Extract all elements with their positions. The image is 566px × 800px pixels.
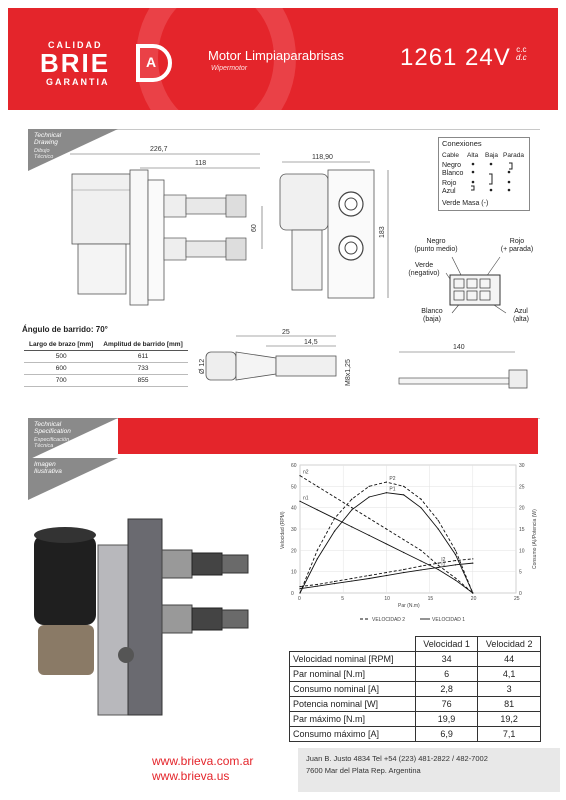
dim-height: 183 <box>379 226 386 238</box>
tag-line-2: Dibujo Técnico <box>34 148 54 160</box>
chart-data-point <box>455 580 456 581</box>
dim-width: 118,90 <box>312 154 333 161</box>
product-subtitle: Wipermotor <box>211 65 248 72</box>
sweep-angle-title: Ángulo de barrido: 70° <box>22 325 108 334</box>
dim-total-length: 226,7 <box>150 146 168 153</box>
table-row: Consumo nominal [A] 2,8 3 <box>290 682 541 697</box>
chart-y2-tick-label: 0 <box>519 591 522 597</box>
chart-data-point <box>420 569 421 570</box>
motor-side-view-drawing <box>60 140 280 315</box>
chart-data-point <box>351 509 352 510</box>
chart-data-point <box>438 563 439 564</box>
chart-data-point <box>351 499 352 500</box>
website-link-us[interactable]: www.brieva.us <box>152 769 230 783</box>
connections-col-alta: Alta <box>467 152 479 159</box>
tag-line-2: Especificación Técnica <box>34 437 70 449</box>
chart-y2-tick-label: 5 <box>519 569 522 576</box>
chart-y-tick-label: 10 <box>291 569 297 576</box>
chart-data-point <box>299 475 300 476</box>
logo-wordmark: BRIE <box>40 48 111 78</box>
chart-data-point <box>455 554 456 555</box>
chart-y-tick-label: 50 <box>291 484 297 491</box>
chart-x-tick-label: 10 <box>384 596 390 602</box>
chart-data-point <box>403 539 404 540</box>
chart-data-point <box>438 569 439 570</box>
chart-series-label: I2 <box>441 557 446 564</box>
chart-data-point <box>438 520 439 521</box>
table-row: Consumo máximo [A] 6,9 7,1 <box>290 727 541 742</box>
chart-data-point <box>403 552 404 553</box>
chart-data-point <box>317 584 318 585</box>
chart-data-point <box>334 531 335 532</box>
website-link-ar[interactable]: www.brieva.com.ar <box>152 754 254 768</box>
footer-address-line-1: Juan B. Justo 4834 Tel +54 (223) 481-2822 / 482-7002 <box>306 754 488 763</box>
chart-data-point <box>403 572 404 573</box>
chart-data-point <box>455 564 456 565</box>
chart-y-tick-label: 20 <box>291 548 297 555</box>
dim-shaft-14-5: 14,5 <box>304 339 318 346</box>
chart-data-point <box>369 518 370 519</box>
dim-shaft-25: 25 <box>282 329 290 336</box>
footer-address-line-2: 7600 Mar del Plata Rep. Argentina <box>306 766 421 775</box>
chart-data-point <box>386 528 387 529</box>
chart-series-label: n1 <box>303 495 309 502</box>
tag-line-1: Technical Specification <box>34 421 71 435</box>
chart-y-axis-label: Velocidad (RPM) <box>280 511 286 549</box>
chart-data-point <box>351 580 352 581</box>
plug-label-rojo: Rojo (+ parada) <box>500 238 534 253</box>
connections-row-blanco: Blanco <box>442 170 464 177</box>
chart-y2-tick-label: 20 <box>519 505 525 512</box>
current-type-bottom: d.c <box>516 53 527 62</box>
connections-row-negro: Negro <box>442 162 462 169</box>
chart-series-label: n2 <box>303 469 309 476</box>
spec-red-bar <box>118 418 538 454</box>
chart-data-point <box>334 496 335 497</box>
header-banner <box>8 8 558 110</box>
plug-label-azul: Azul (alta) <box>513 308 529 323</box>
motor-illustration <box>28 505 278 725</box>
chart-data-point <box>420 550 421 551</box>
chart-data-point <box>317 486 318 487</box>
chart-data-point <box>351 526 352 527</box>
connections-table <box>438 137 530 211</box>
performance-chart-svg <box>278 459 540 629</box>
dim-diameter: Ø 12 <box>199 358 206 374</box>
chart-data-point <box>438 528 439 529</box>
chart-data-point <box>386 492 387 493</box>
chart-legend-label: VELOCIDAD 1 <box>432 617 466 623</box>
chart-data-point <box>472 558 473 559</box>
chart-y2-tick-label: 30 <box>519 463 525 469</box>
chart-data-point <box>317 558 318 559</box>
connections-col-baja: Baja <box>485 152 499 159</box>
chart-x-tick-label: 25 <box>514 596 520 602</box>
plug-connector-diagram <box>440 255 510 315</box>
chart-x-tick-label: 0 <box>298 596 301 602</box>
connections-title: Conexiones <box>442 139 482 148</box>
sweep-col-amplitude: Amplitud de barrido [mm] <box>98 340 187 351</box>
chart-data-point <box>438 565 439 566</box>
connections-col-parada: Parada <box>503 152 524 159</box>
chart-data-point <box>420 499 421 500</box>
chart-data-point <box>299 586 300 587</box>
chart-data-point <box>317 550 318 551</box>
section-tag-image <box>28 458 118 500</box>
table-row: 700 855 <box>24 375 188 387</box>
chart-data-point <box>455 550 456 551</box>
plug-label-verde: Verde (negativo) <box>408 262 440 277</box>
chart-y2-tick-label: 25 <box>519 484 525 491</box>
chart-data-point <box>299 588 300 589</box>
logo-tagline-top: CALIDAD <box>48 40 103 50</box>
spec-col-speed-2: Velocidad 2 <box>478 637 541 652</box>
table-row: Par máximo [N.m] 19,9 19,2 <box>290 712 541 727</box>
chart-x-tick-label: 5 <box>341 596 344 602</box>
connections-row-azul: Azul <box>442 188 456 195</box>
dim-thread: M8x1,25 <box>345 359 352 386</box>
connections-col-cable: Cable <box>442 152 459 159</box>
chart-legend-label: VELOCIDAD 2 <box>372 617 406 623</box>
chart-data-point <box>334 581 335 582</box>
chart-y2-tick-label: 15 <box>519 527 525 533</box>
logo-a-mark: A <box>146 54 157 70</box>
connections-row-rojo: Rojo <box>442 180 457 187</box>
chart-data-point <box>455 577 456 578</box>
connections-matrix-symbols <box>469 160 527 200</box>
model-number: 1261 24V <box>400 44 511 71</box>
plug-label-blanco: Blanco (baja) <box>421 308 443 323</box>
motor-front-view-drawing <box>270 140 400 310</box>
chart-data-point <box>317 586 318 587</box>
chart-series-label: P1 <box>389 486 396 493</box>
tag-line-1: Technical Drawing <box>34 132 62 146</box>
chart-y-tick-label: 40 <box>291 505 297 512</box>
chart-data-point <box>386 481 387 482</box>
table-row: 600 733 <box>24 363 188 375</box>
chart-data-point <box>351 507 352 508</box>
chart-x-axis-label: Par (N.m) <box>398 603 420 609</box>
chart-y-tick-label: 0 <box>291 591 294 597</box>
chart-data-point <box>369 486 370 487</box>
spec-empty-header <box>290 637 416 652</box>
chart-data-point <box>472 592 473 593</box>
chart-data-point <box>334 518 335 519</box>
sweep-table <box>24 340 188 387</box>
chart-data-point <box>403 494 404 495</box>
chart-y2-tick-label: 10 <box>519 548 525 555</box>
chart-data-point <box>455 560 456 561</box>
chart-x-tick-label: 15 <box>427 596 434 602</box>
chart-y-tick-label: 60 <box>291 463 297 469</box>
table-row: Potencia nominal [W] 76 81 <box>290 697 541 712</box>
section-tag-specification <box>28 418 118 460</box>
chart-data-point <box>369 575 370 576</box>
dim-shaft-length: 118 <box>195 160 207 167</box>
spec-table <box>289 636 541 742</box>
dim-shaft-spacing: 60 <box>251 224 258 232</box>
chart-series-label: P2 <box>389 476 396 483</box>
table-row: 500 611 <box>24 351 188 363</box>
plug-label-negro: Negro (punto medio) <box>414 238 458 253</box>
chart-data-point <box>386 543 387 544</box>
chart-y2-axis-label: Consumo (A)/Potencia (W) <box>532 509 538 569</box>
chart-data-point <box>299 592 300 593</box>
shaft-drawing <box>196 326 371 406</box>
connections-footer: Verde Masa (-) <box>442 200 489 207</box>
performance-chart <box>278 459 540 629</box>
table-row: Par nominal [N.m] 6 4,1 <box>290 667 541 682</box>
chart-data-point <box>472 563 473 564</box>
product-title: Motor Limpiaparabrisas <box>208 48 344 63</box>
chart-data-point <box>420 507 421 508</box>
chart-data-point <box>386 575 387 576</box>
table-row: Velocidad nominal [RPM] 34 44 <box>290 652 541 667</box>
chart-x-tick-label: 20 <box>470 596 477 602</box>
chart-data-point <box>403 486 404 487</box>
tag-line-1: Imagen Ilustrativa <box>34 461 62 475</box>
chart-data-point <box>351 578 352 579</box>
chart-data-point <box>317 509 318 510</box>
chart-data-point <box>420 566 421 567</box>
chart-y-tick-label: 30 <box>291 527 297 533</box>
chart-series-label: I1 <box>441 561 446 568</box>
brand-logo <box>40 40 168 86</box>
chart-data-point <box>369 496 370 497</box>
chart-data-point <box>403 569 404 570</box>
chart-data-point <box>438 567 439 568</box>
chart-data-point <box>369 535 370 536</box>
current-type <box>516 46 527 62</box>
logo-tagline-bottom: GARANTIA <box>46 77 110 87</box>
chart-data-point <box>334 583 335 584</box>
chart-data-point <box>369 578 370 579</box>
current-type-top: c.c <box>516 45 527 54</box>
chart-data-point <box>420 560 421 561</box>
chart-data-point <box>386 572 387 573</box>
spec-col-speed-1: Velocidad 1 <box>415 637 478 652</box>
dim-cable-length: 140 <box>453 344 465 351</box>
chart-data-point <box>299 501 300 502</box>
sweep-col-arm-length: Largo de brazo [mm] <box>24 340 98 351</box>
cable-drawing <box>395 340 540 395</box>
